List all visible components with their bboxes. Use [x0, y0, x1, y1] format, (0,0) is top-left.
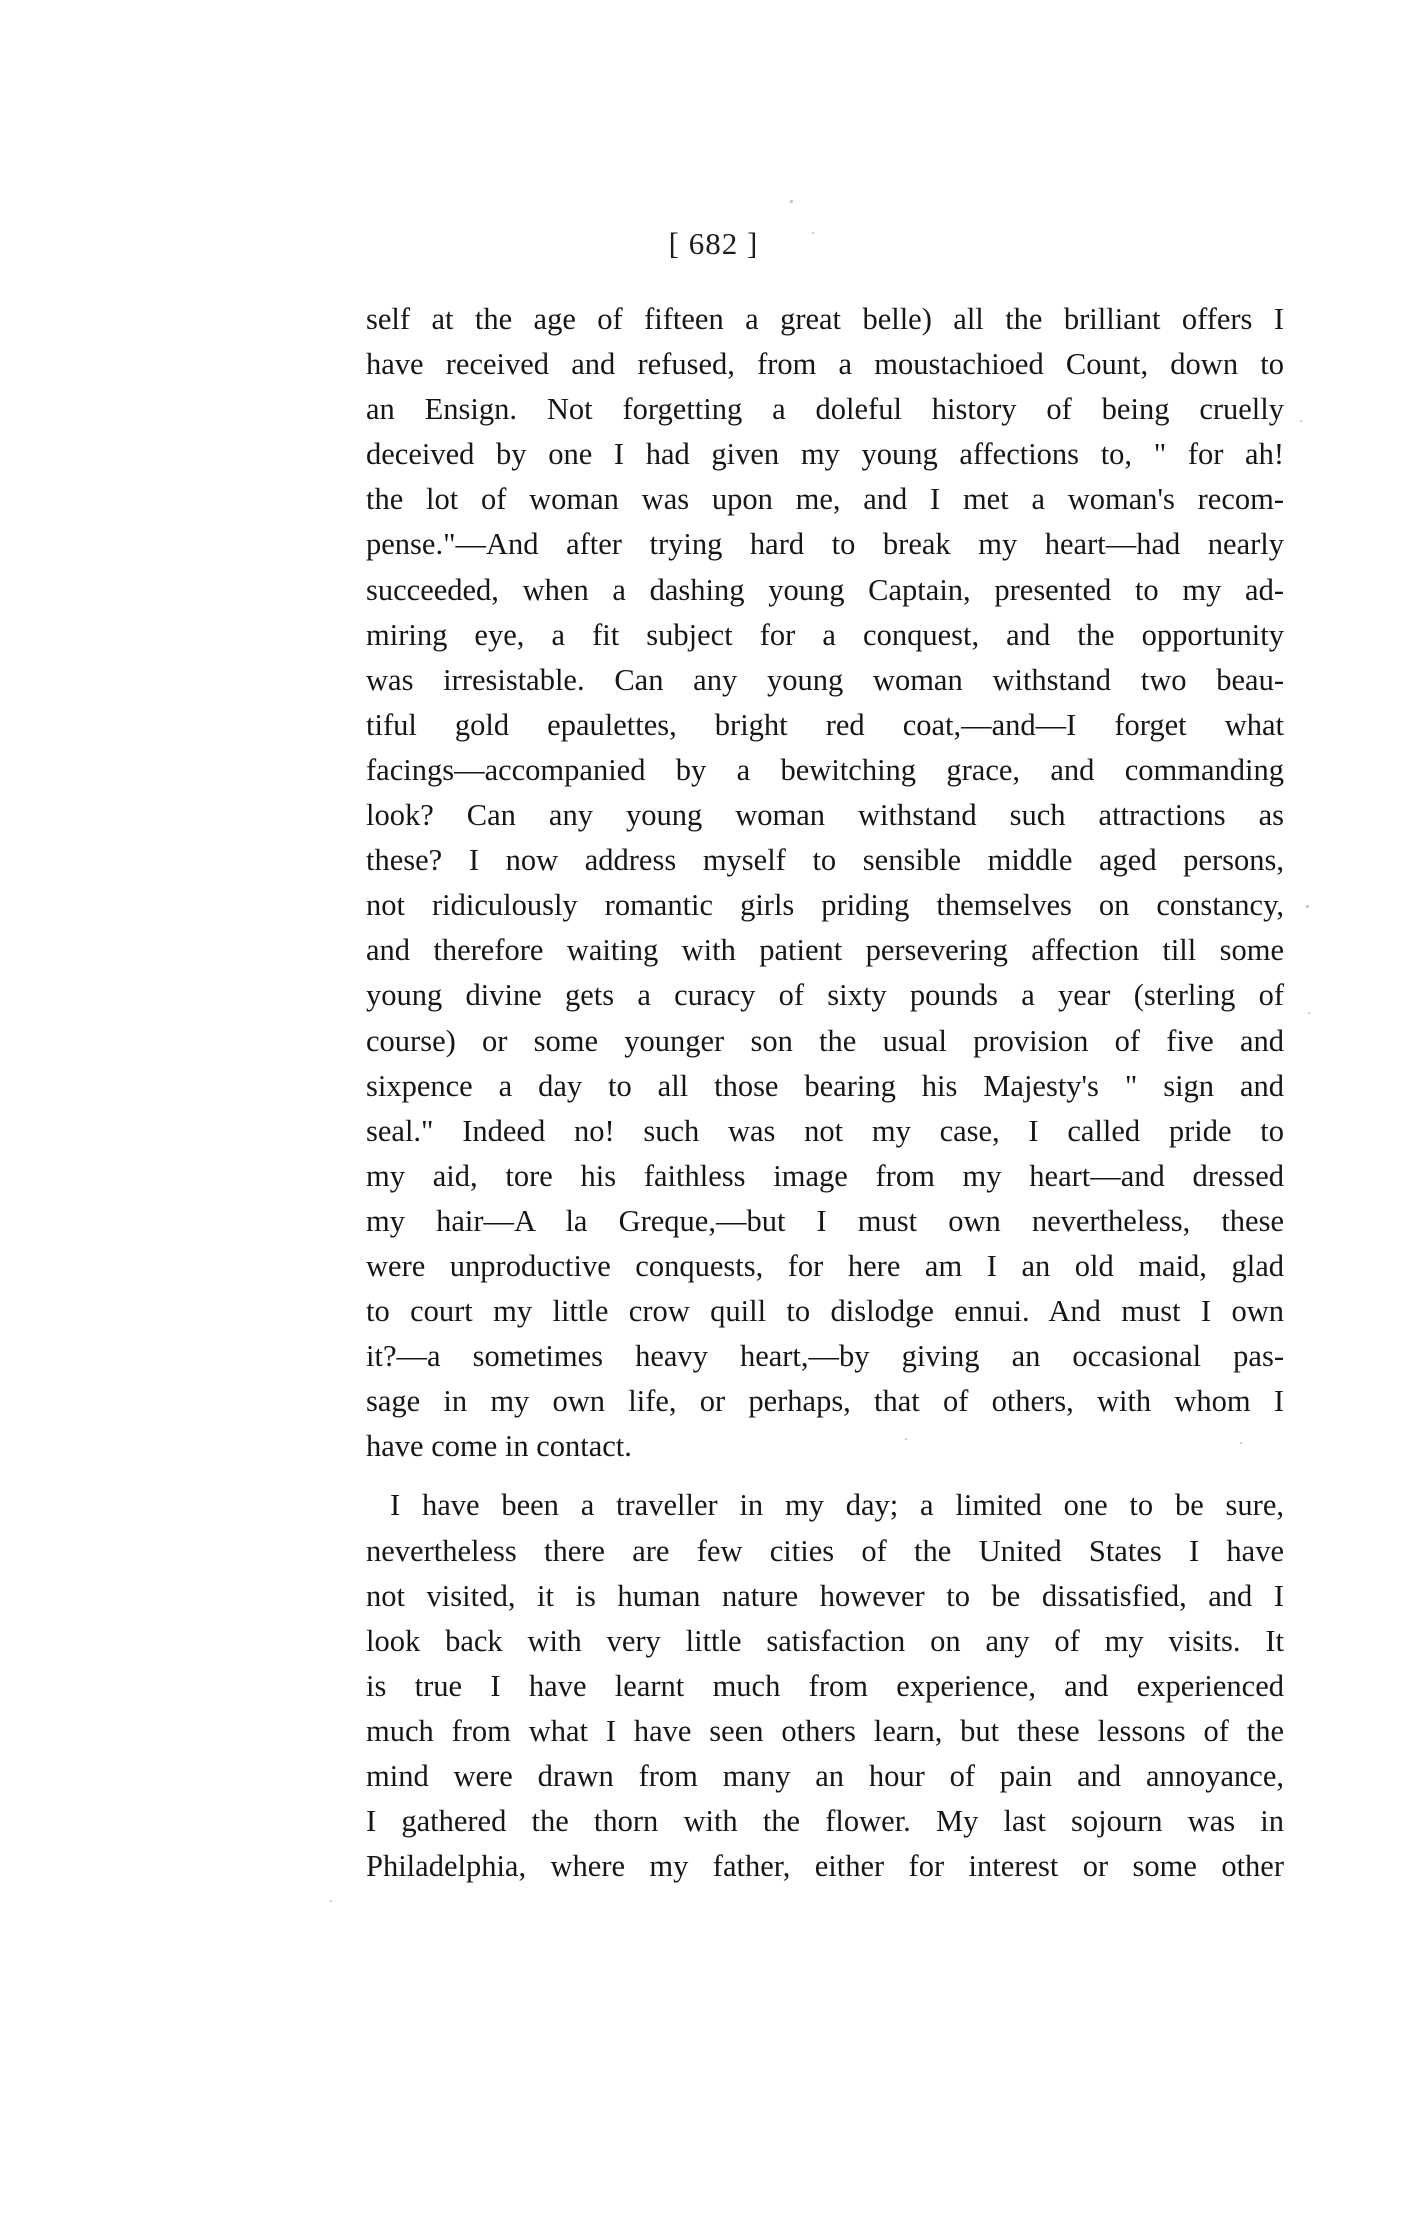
scan-speck	[1240, 1442, 1242, 1444]
text-line: my aid, tore his faithless image from my heart—and dressed	[366, 1158, 1284, 1193]
text-line: I gathered the thorn with the flower. My last sojourn was in	[366, 1804, 1284, 1839]
text-line: mind were drawn from many an hour of pain and annoyance,	[366, 1759, 1284, 1793]
text-line: tiful gold epaulettes, bright red coat,—and—I forget what	[366, 707, 1284, 742]
text-line: is true I have learnt much from experience, and experienced	[366, 1668, 1284, 1703]
text-line: I have been a traveller in my day; a limited one to be sure,	[390, 1488, 1284, 1523]
text-line: Philadelphia, where my father, either for interest or some other	[366, 1849, 1284, 1884]
text-line: self at the age of fifteen a great belle) all the brilliant offers I	[366, 302, 1284, 336]
text-line: these? I now address myself to sensible middle aged persons,	[366, 843, 1284, 878]
text-line: the lot of woman was upon me, and I met a woman's recom-	[366, 482, 1284, 517]
text-line: not ridiculously romantic girls priding themselves on constancy,	[366, 888, 1284, 923]
text-line: and therefore waiting with patient persevering affection till some	[366, 933, 1284, 968]
scan-speck	[790, 200, 793, 203]
scan-speck	[1308, 1012, 1310, 1014]
text-line: facings—accompanied by a bewitching grace, and commanding	[366, 752, 1284, 787]
text-line: deceived by one I had given my young affections to, " for ah!	[366, 437, 1284, 472]
text-line: to court my little crow quill to dislodge ennui. And must I own	[366, 1294, 1284, 1329]
text-line: miring eye, a fit subject for a conquest, and the opportunity	[366, 617, 1284, 652]
text-line: young divine gets a curacy of sixty pounds a year (sterling of	[366, 978, 1284, 1013]
page-number: [ 682 ]	[668, 226, 759, 261]
text-line: succeeded, when a dashing young Captain, presented to my ad-	[366, 572, 1284, 607]
scan-speck	[812, 232, 814, 234]
scan-speck	[1306, 905, 1309, 908]
scan-speck	[905, 1438, 907, 1440]
text-line: sixpence a day to all those bearing his Majesty's " sign and	[366, 1068, 1284, 1103]
text-line: was irresistable. Can any young woman withstand two beau-	[366, 662, 1284, 697]
text-line: have received and refused, from a moustachioed Count, down to	[366, 347, 1284, 382]
text-line: seal." Indeed no! such was not my case, I called pride to	[366, 1113, 1284, 1148]
text-line: have come in contact.	[366, 1429, 632, 1464]
text-line: sage in my own life, or perhaps, that of others, with whom I	[366, 1384, 1284, 1419]
text-line: were unproductive conquests, for here am I an old maid, glad	[366, 1248, 1284, 1283]
text-line: look? Can any young woman withstand such attractions as	[366, 798, 1284, 833]
scan-speck	[330, 1900, 332, 1902]
scan-speck	[1300, 420, 1302, 422]
text-line: course) or some younger son the usual provision of five and	[366, 1023, 1284, 1058]
text-line: much from what I have seen others learn, but these lessons of the	[366, 1713, 1284, 1748]
text-line: not visited, it is human nature however to be dissatisfied, and I	[366, 1578, 1284, 1613]
text-line: pense."—And after trying hard to break my heart—had nearly	[366, 527, 1284, 562]
paragraph-2	[366, 1483, 1284, 1889]
paragraph-1	[366, 297, 1284, 1469]
text-line: it?—a sometimes heavy heart,—by giving an occasional pas-	[366, 1339, 1284, 1374]
text-line: my hair—A la Greque,—but I must own nevertheless, these	[366, 1203, 1284, 1238]
text-line: an Ensign. Not forgetting a doleful history of being cruelly	[366, 392, 1284, 427]
text-line: look back with very little satisfaction on any of my visits. It	[366, 1623, 1284, 1658]
body-text	[366, 297, 1284, 1889]
text-line: nevertheless there are few cities of the United States I have	[366, 1533, 1284, 1568]
